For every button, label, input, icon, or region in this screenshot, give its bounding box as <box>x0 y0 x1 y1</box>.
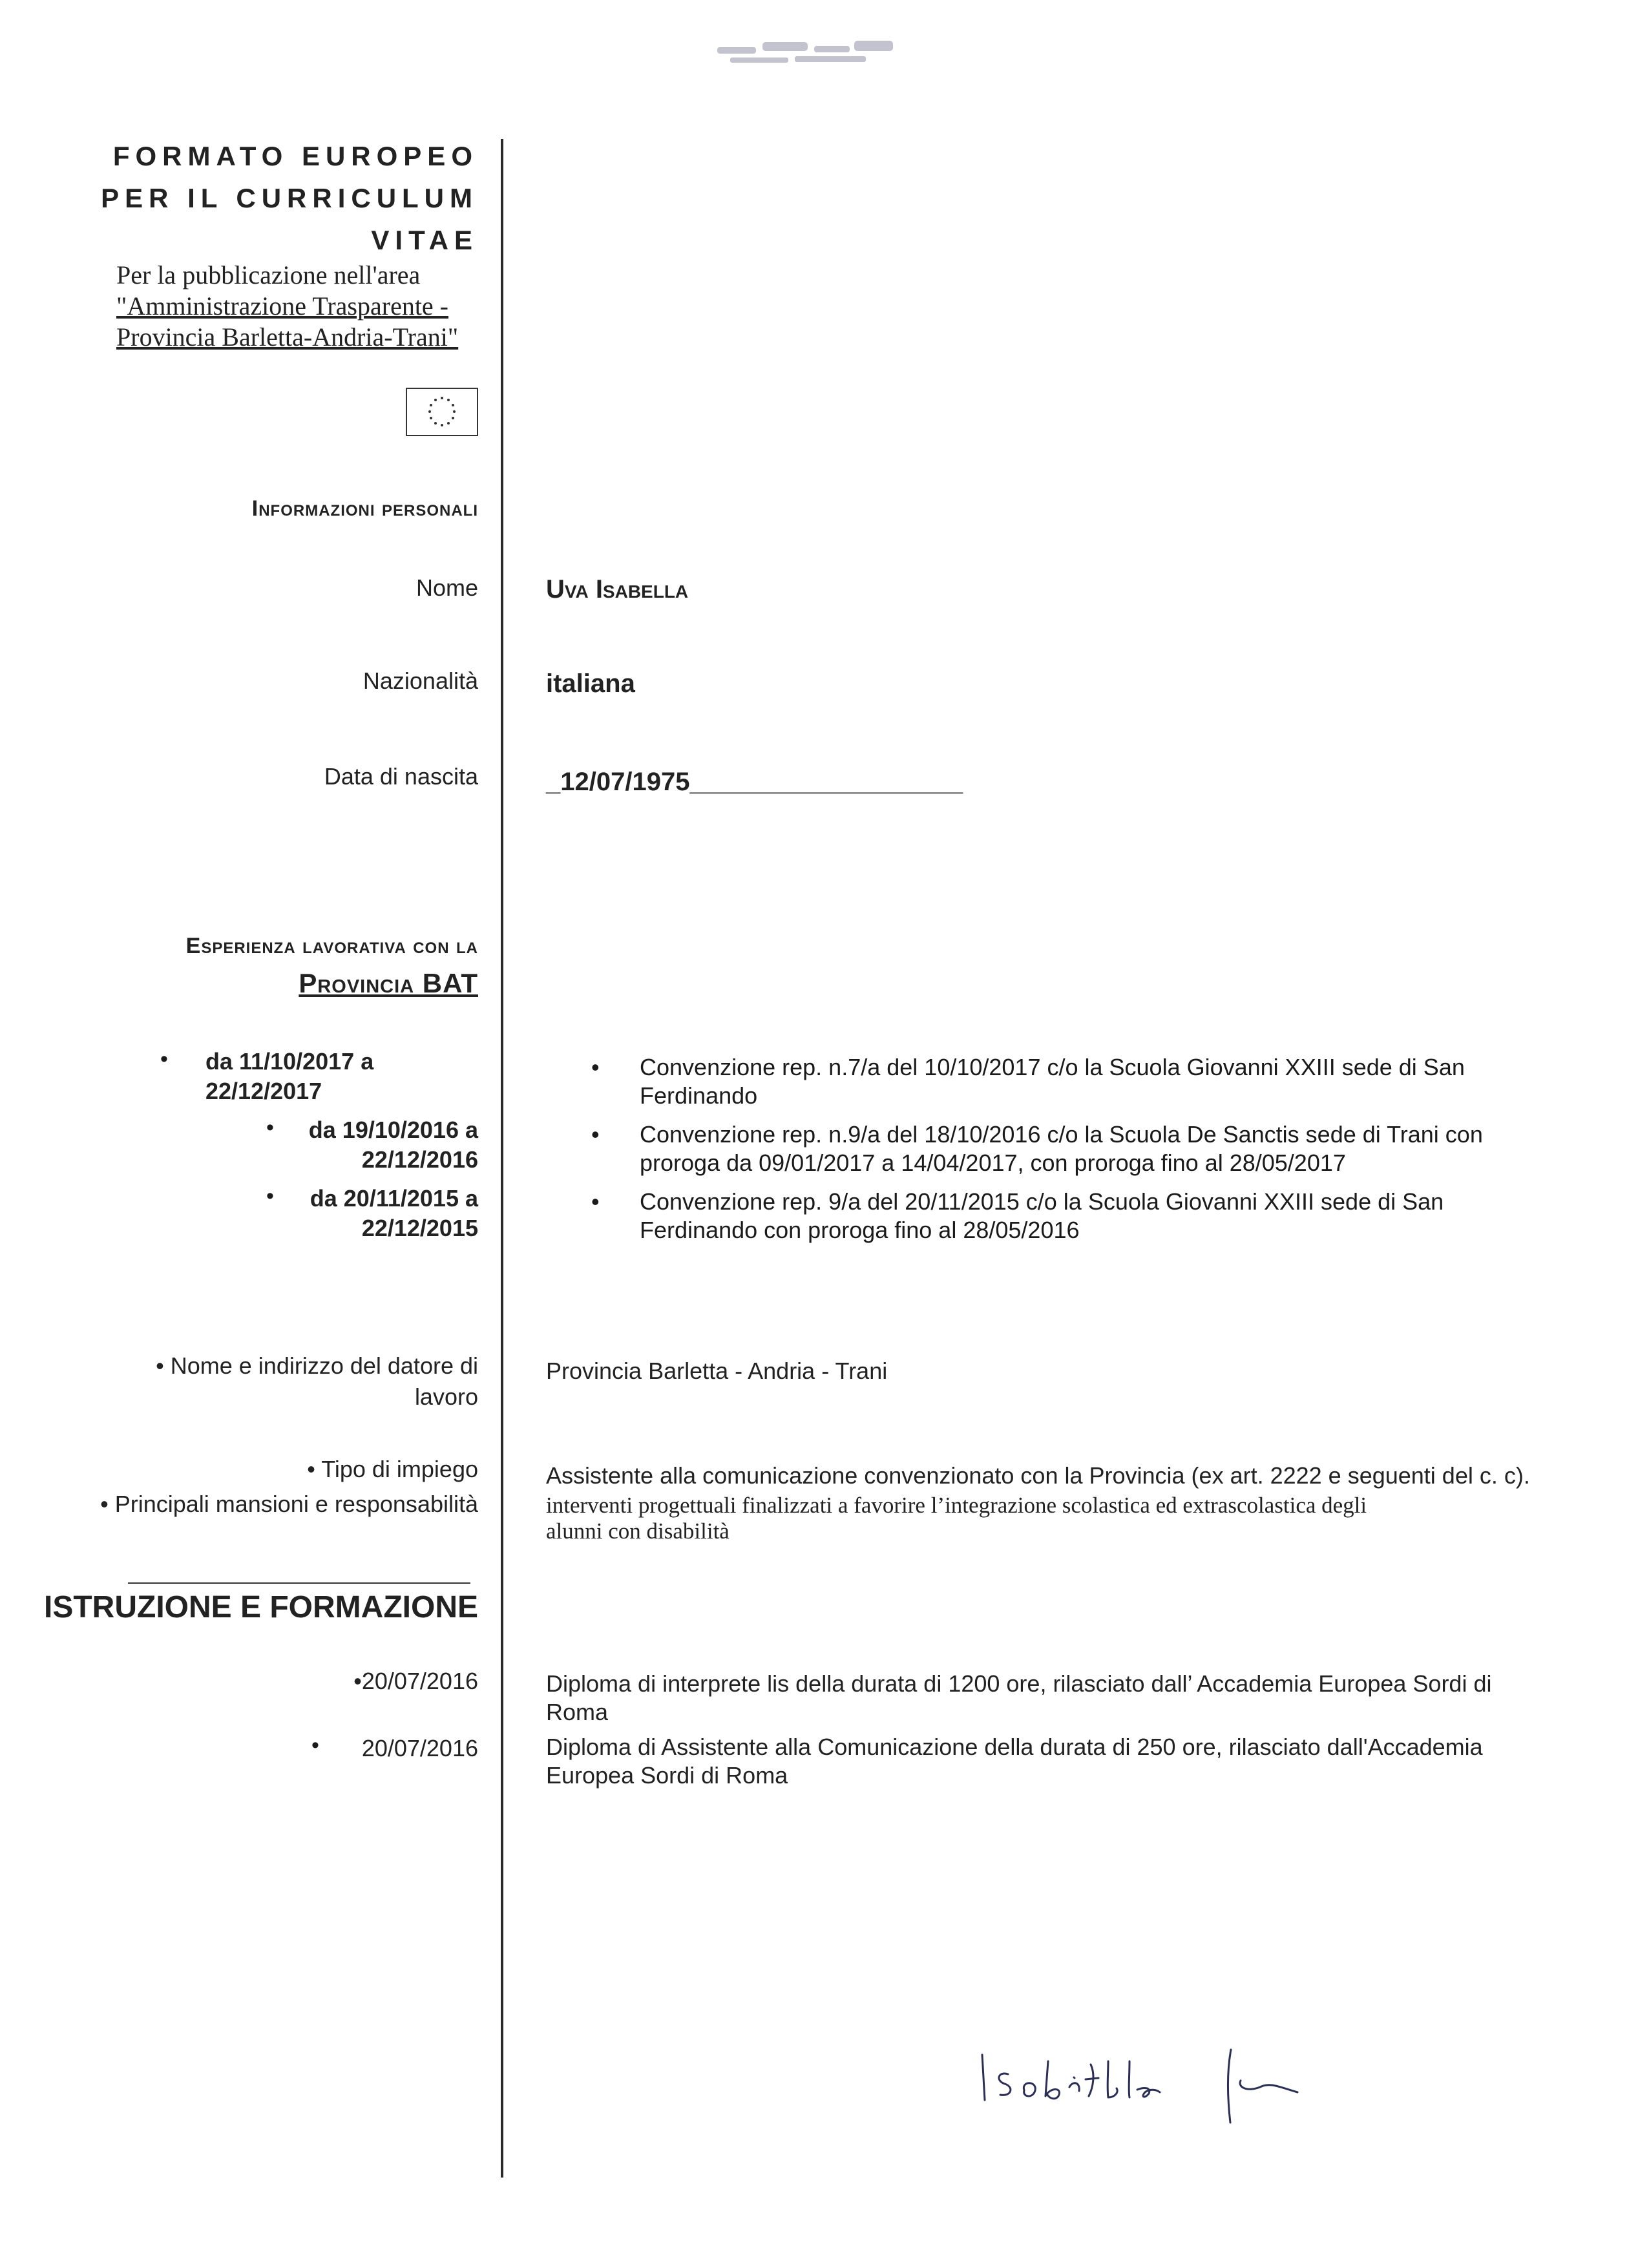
signature <box>976 2042 1312 2126</box>
employer-label: • Nome e indirizzo del datore di <box>156 1352 478 1379</box>
eu-flag-icon <box>406 388 478 436</box>
birth-date-label: Data di nascita <box>324 763 478 790</box>
period-bullet: • <box>160 1047 168 1071</box>
period-3-line-2: 22/12/2015 <box>361 1215 478 1241</box>
duties-value-line-2: alunni con disabilità <box>546 1518 730 1544</box>
duties-label: • Principali mansioni e responsabilità <box>100 1491 478 1517</box>
list-item: • Convenzione rep. n.9/a del 18/10/2016 c/o la Scuola De Sanctis sede di Trani con proroga da 09/01/2017 a 14/04/2017, con proroga fino al 28/05/2017 <box>591 1121 1483 1176</box>
nationality-label: Nazionalità <box>362 667 478 694</box>
section-divider <box>128 1582 470 1584</box>
section-title-education: ISTRUZIONE E FORMAZIONE <box>44 1590 478 1624</box>
doc-title-line-3: VITAE <box>371 225 478 255</box>
education-bullet: • <box>311 1733 319 1758</box>
publication-note: Per la pubblicazione nell'area <box>116 260 421 289</box>
education-date-2: 20/07/2016 <box>361 1735 478 1761</box>
job-type-value: Assistente alla comunicazione convenzionato con la Provincia (ex art. 2222 e seguenti del c. c). <box>546 1462 1530 1489</box>
section-title-experience: Esperienza lavorativa con la <box>185 934 478 958</box>
section-subtitle-provincia: Provincia BAT <box>299 968 478 998</box>
duties-value-line-1: interventi progettuali finalizzati a favorire l’integrazione scolastica ed extrascolastica degli <box>546 1493 1367 1518</box>
list-item: • Convenzione rep. 9/a del 20/11/2015 c/o la Scuola Giovanni XXIII sede di San Ferdinando con proroga fino al 28/05/2016 <box>591 1188 1444 1243</box>
period-bullet: • <box>266 1184 274 1208</box>
period-3-line-1: da 20/11/2015 a <box>310 1185 478 1212</box>
period-1-line-2: 22/12/2017 <box>205 1078 322 1104</box>
period-2-line-2: 22/12/2016 <box>361 1146 478 1173</box>
column-divider <box>501 139 503 2178</box>
education-item-1-line-2: Roma <box>546 1699 609 1725</box>
section-title-personal: Informazioni personali <box>251 496 478 521</box>
name-label: Nome <box>415 574 478 601</box>
publication-link-line-1: "Amministrazione Trasparente - <box>116 291 449 320</box>
conventions-list <box>591 1053 1509 1255</box>
stamp-mark <box>711 36 905 74</box>
period-1-line-1: da 11/10/2017 a <box>205 1048 374 1075</box>
employer-value: Provincia Barletta - Andria - Trani <box>546 1358 888 1384</box>
doc-title-line-1: FORMATO EUROPEO <box>112 141 478 171</box>
doc-title-line-2: PER IL CURRICULUM <box>101 183 478 213</box>
education-item-2-line-2: Europea Sordi di Roma <box>546 1762 788 1789</box>
name-value: Uva Isabella <box>546 575 689 604</box>
education-item-2-line-1: Diploma di Assistente alla Comunicazione della durata di 250 ore, rilasciato dall'Accademia <box>546 1734 1483 1760</box>
education-date-1: •20/07/2016 <box>353 1668 478 1694</box>
birth-date-value: _12/07/1975___________________ <box>546 768 963 796</box>
education-item-1-line-1: Diploma di interprete lis della durata di 1200 ore, rilasciato dall’ Accademia Europea Sordi di <box>546 1670 1492 1697</box>
period-2-line-1: da 19/10/2016 a <box>308 1117 478 1143</box>
job-type-label: • Tipo di impiego <box>307 1456 478 1482</box>
period-bullet: • <box>266 1115 274 1140</box>
list-item: • Convenzione rep. n.7/a del 10/10/2017 c/o la Scuola Giovanni XXIII sede di San Ferdinando <box>591 1054 1465 1109</box>
publication-link-line-2: Provincia Barletta-Andria-Trani" <box>116 322 459 352</box>
employer-label-cont: lavoro <box>414 1383 478 1410</box>
nationality-value: italiana <box>546 669 635 698</box>
